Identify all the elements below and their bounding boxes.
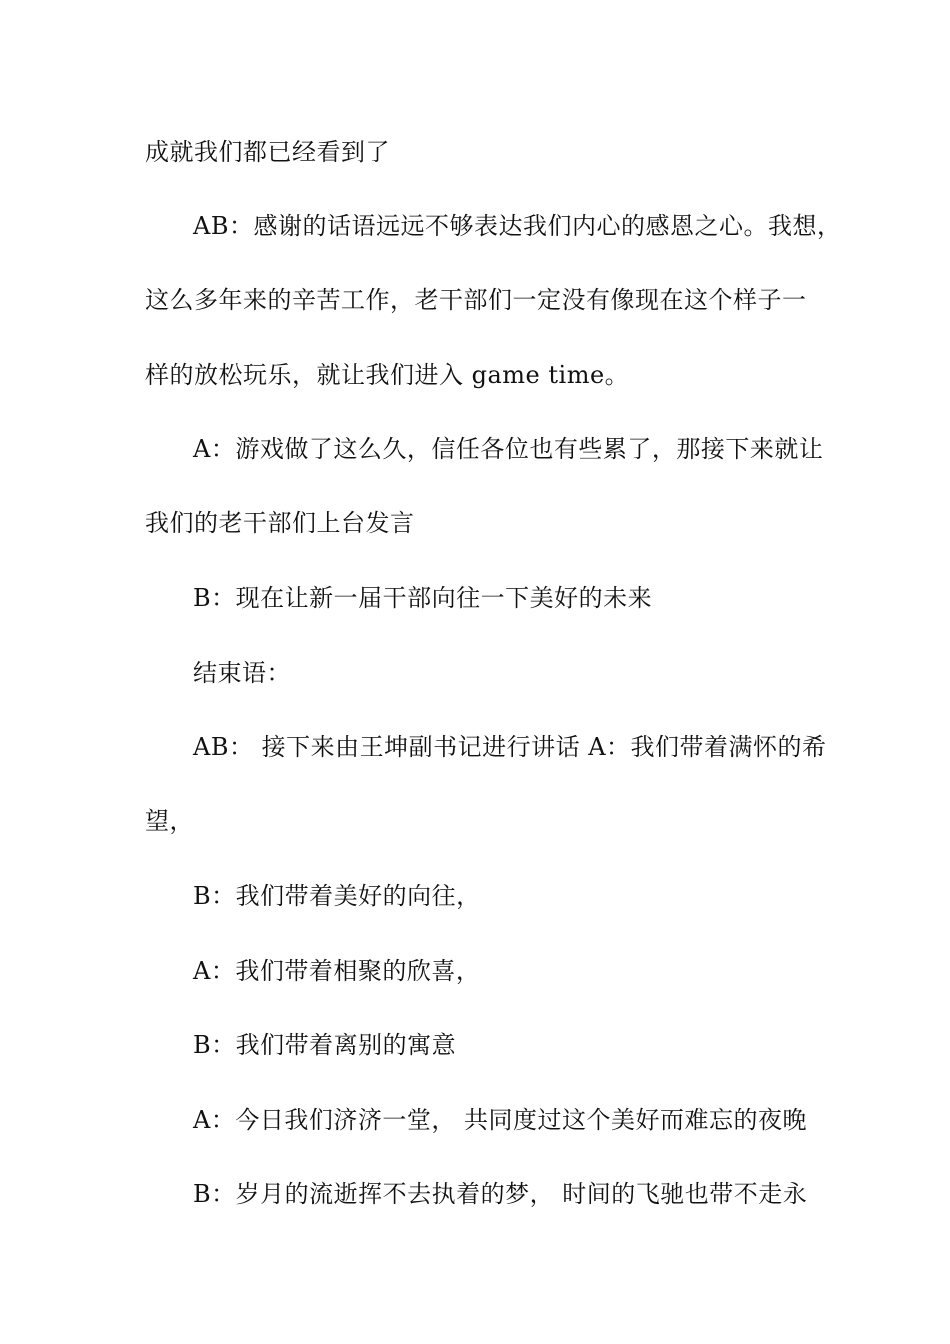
text-line-7: B：现在让新一届干部向往一下美好的未来 [193,584,653,612]
text-line-6: 我们的老干部们上台发言 [145,509,415,537]
text-line-5: A：游戏做了这么久，信任各位也有些累了，那接下来就让 [193,435,824,463]
text-line-1: 成就我们都已经看到了 [145,138,390,166]
text-line-11: B：我们带着美好的向往， [193,882,481,910]
text-line-14: A：今日我们济济一堂， 共同度过这个美好而难忘的夜晚 [193,1106,807,1134]
text-line-9: AB： 接下来由王坤副书记进行讲话 A：我们带着满怀的希 [193,733,827,761]
text-line-15: B：岁月的流逝挥不去执着的梦， 时间的飞驰也带不走永 [193,1180,808,1208]
text-line-13: B：我们带着离别的寓意 [193,1031,457,1059]
text-line-10: 望， [145,807,194,835]
text-line-3: 这么多年来的辛苦工作，老干部们一定没有像现在这个样子一 [145,286,807,314]
text-line-2: AB：感谢的话语远远不够表达我们内心的感恩之心。我想， [193,212,842,240]
text-line-12: A：我们带着相聚的欣喜， [193,957,481,985]
text-line-8: 结束语： [193,659,291,687]
text-line-4: 样的放松玩乐，就让我们进入 game time。 [145,361,630,389]
